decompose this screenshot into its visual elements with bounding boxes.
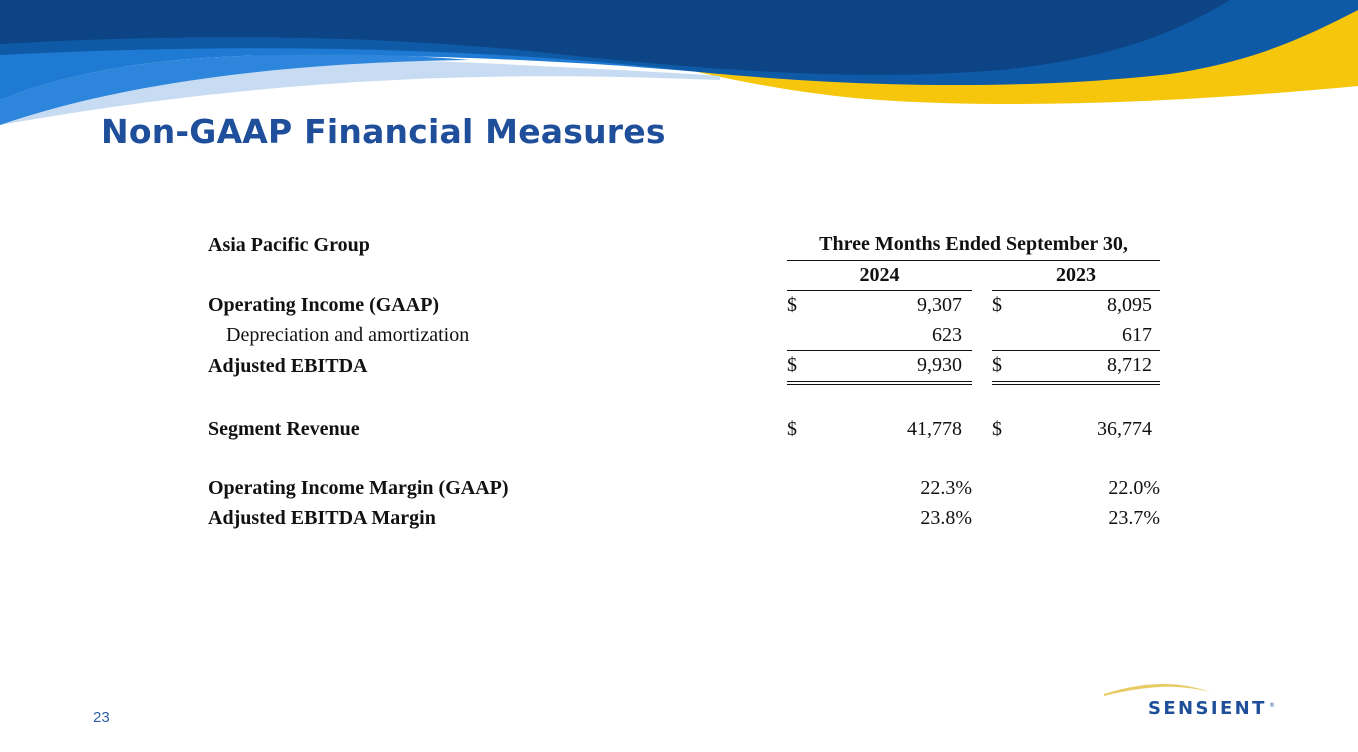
table-years-row — [208, 260, 1160, 291]
value-2024: 41,778 — [907, 417, 962, 440]
row-label: Operating Income (GAAP) — [208, 294, 440, 316]
year-header-2023: 2023 — [992, 260, 1160, 291]
row-label: Adjusted EBITDA Margin — [208, 506, 436, 529]
currency-symbol: $ — [992, 351, 1017, 383]
value-2023: 23.7% — [1108, 506, 1160, 529]
value-2024: 9,307 — [917, 294, 962, 317]
table-row-adjusted-ebitda — [208, 351, 1160, 383]
row-label: Operating Income Margin (GAAP) — [208, 477, 509, 500]
value-2023: 22.0% — [1108, 477, 1160, 500]
value-2024: 23.8% — [920, 506, 972, 529]
page-number: 23 — [93, 709, 110, 726]
value-2023: 8,712 — [1017, 351, 1152, 383]
segment-label: Asia Pacific Group — [208, 233, 370, 256]
period-header: Three Months Ended September 30, — [787, 230, 1160, 260]
value-2023: 617 — [1017, 321, 1152, 351]
currency-symbol: $ — [787, 294, 797, 317]
currency-symbol: $ — [787, 351, 812, 383]
value-2023: 8,095 — [1107, 294, 1152, 317]
value-2024: 22.3% — [920, 477, 972, 500]
brand-wordmark: SENSIENT — [1148, 698, 1267, 719]
value-2023: 36,774 — [1097, 417, 1152, 440]
page-title: Non-GAAP Financial Measures — [101, 112, 666, 151]
currency-symbol: $ — [787, 417, 797, 440]
table-spacer — [208, 383, 1160, 415]
row-label: Depreciation and amortization — [226, 324, 470, 346]
financial-table — [208, 230, 1160, 533]
value-2024: 9,930 — [812, 351, 962, 383]
year-header-2024: 2024 — [787, 260, 972, 291]
table-spacer — [208, 444, 1160, 474]
row-label: Segment Revenue — [208, 417, 360, 440]
registered-mark: ® — [1269, 702, 1275, 709]
table-row-ebitda-margin — [208, 504, 1160, 534]
table-row-segment-revenue — [208, 415, 1160, 445]
table-row-operating-income — [208, 291, 1160, 321]
currency-symbol: $ — [992, 417, 1002, 440]
table-row-operating-margin — [208, 474, 1160, 504]
row-label: Adjusted EBITDA — [208, 355, 368, 377]
table-header-row — [208, 230, 1160, 260]
value-2024: 623 — [812, 321, 962, 351]
currency-symbol: $ — [992, 294, 1002, 317]
sensient-swoosh-icon — [1100, 680, 1220, 700]
table-row-depreciation — [208, 321, 1160, 351]
sensient-logo — [1100, 680, 1280, 728]
